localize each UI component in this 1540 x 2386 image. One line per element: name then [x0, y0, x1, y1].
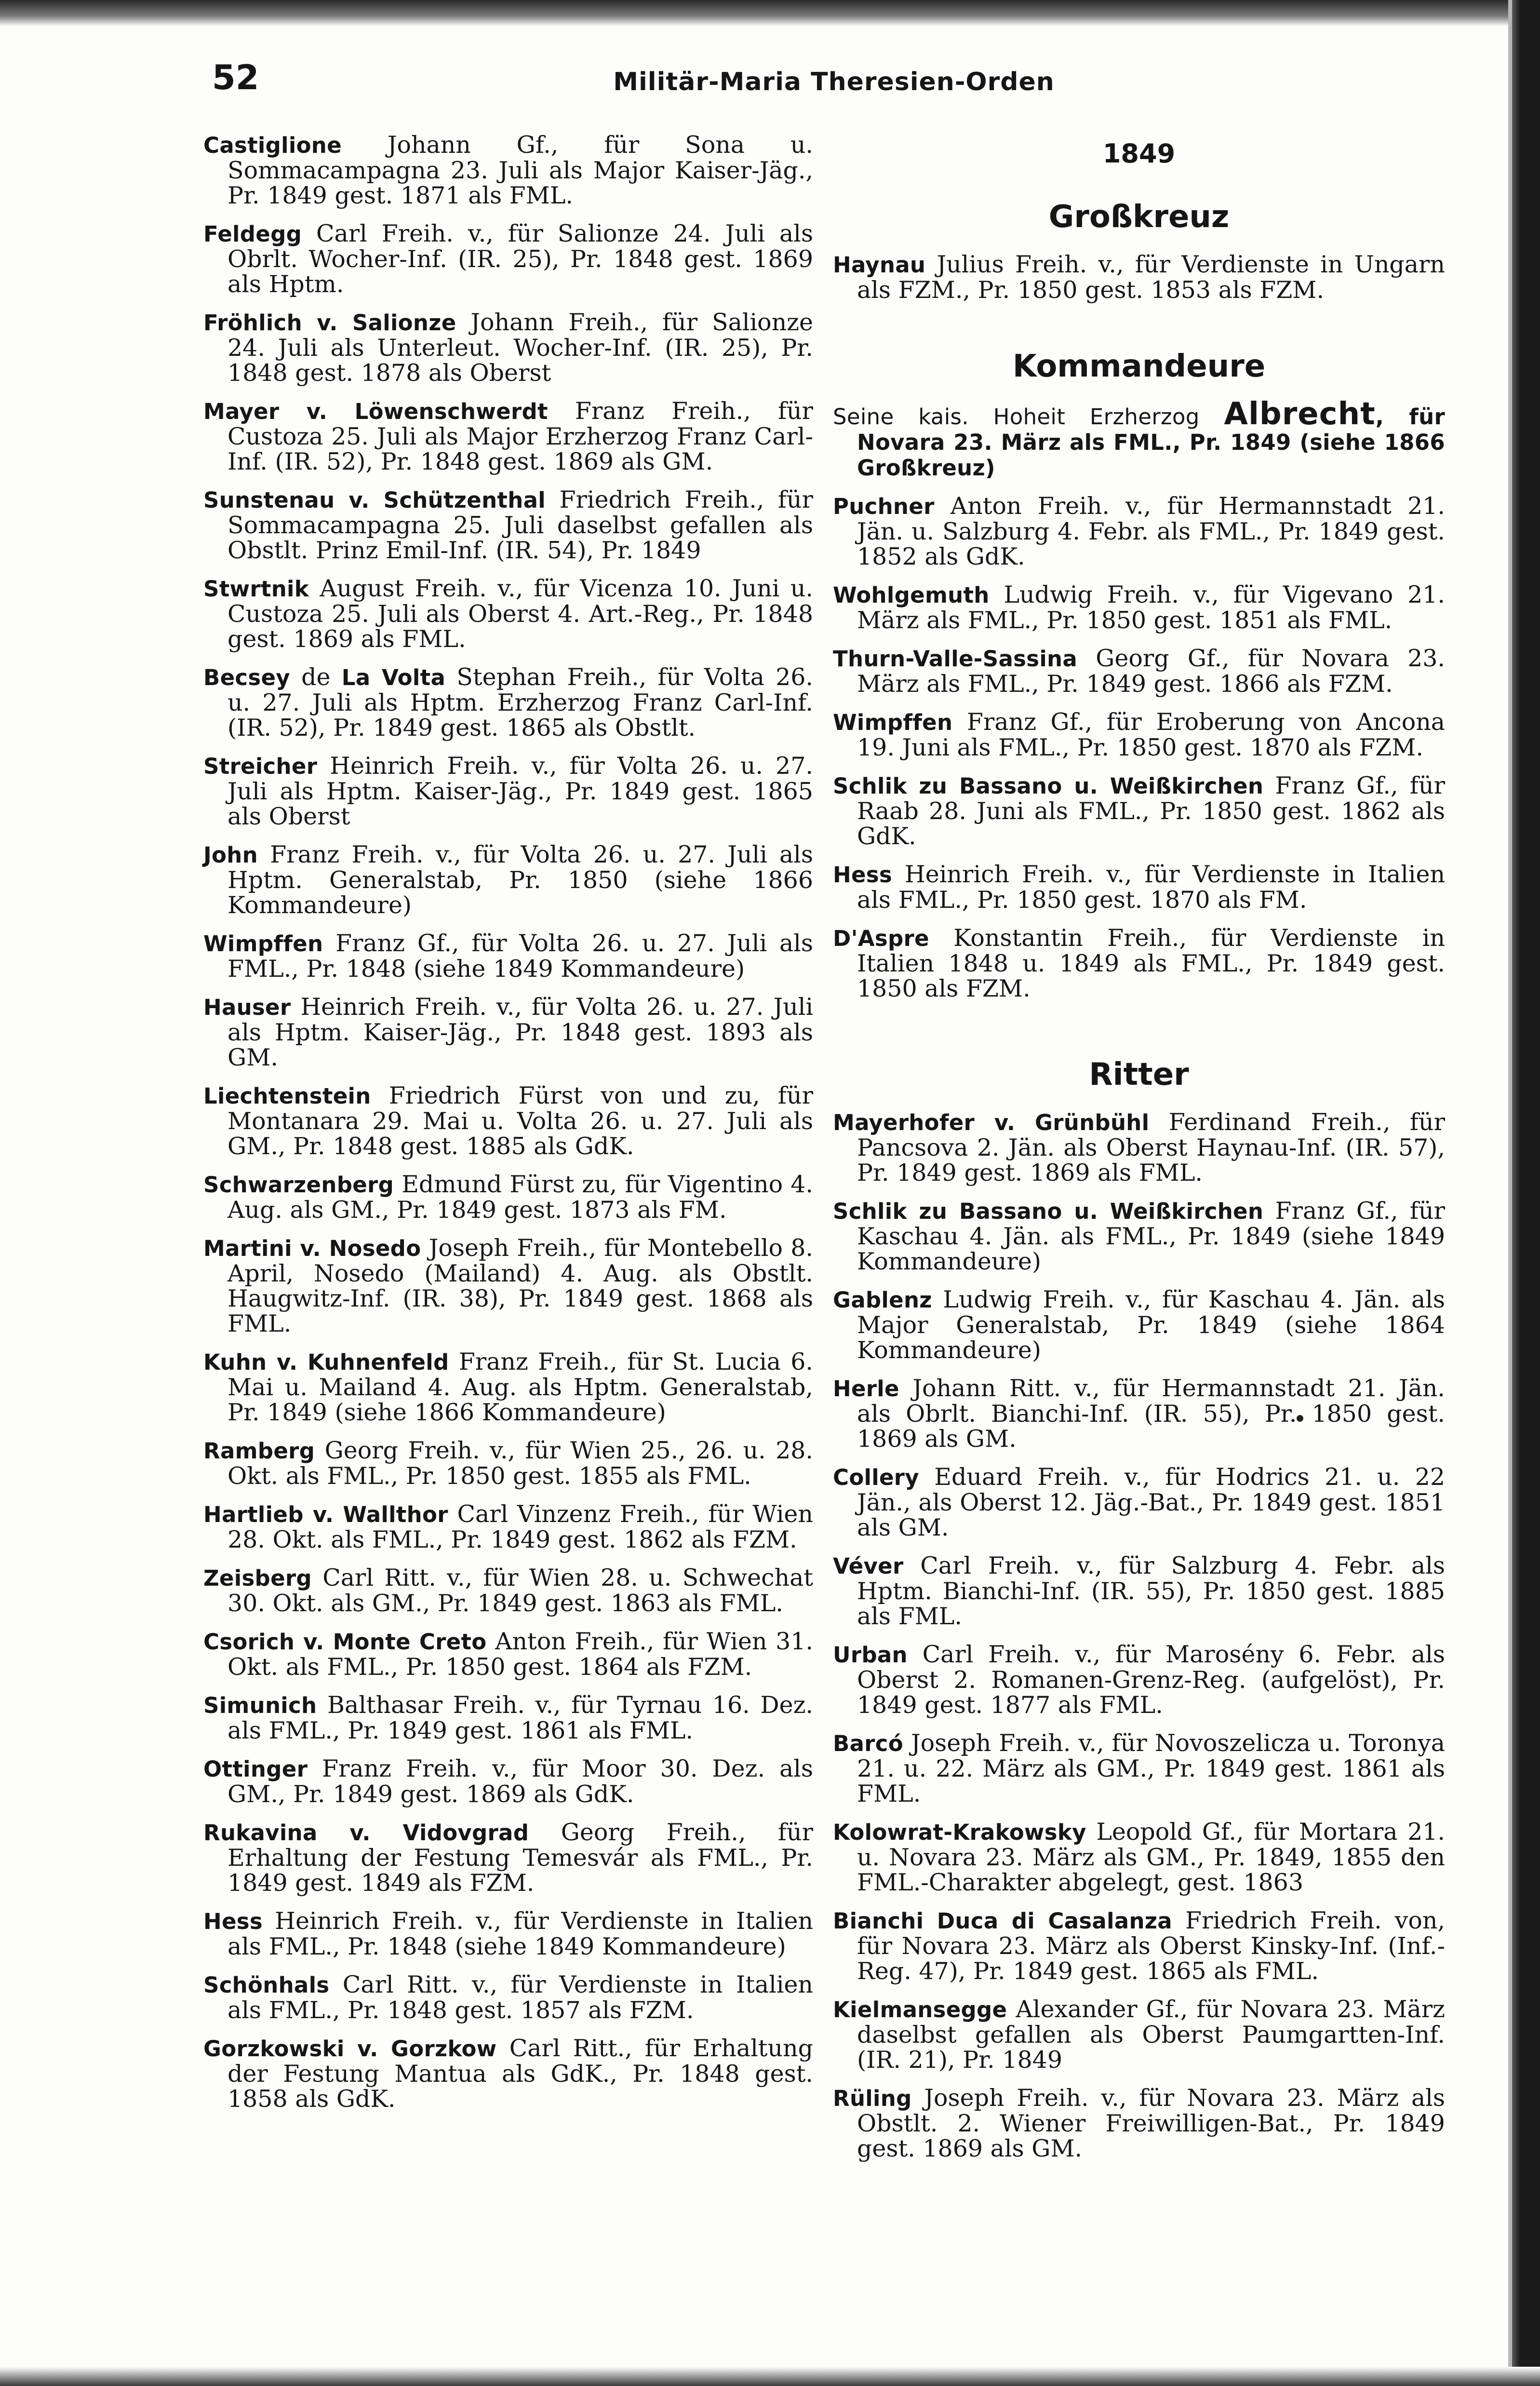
scan-edge-bottom [0, 2367, 1540, 2386]
entry-text: Heinrich Freih. v., für Volta 26. u. 27. Juli als Hptm. Kaiser-Jäg., Pr. 1848 gest. 1893 als GM. [228, 993, 813, 1071]
entry [833, 926, 1445, 1001]
entry [203, 931, 813, 982]
entry-text: Konstantin Freih., für Verdienste in Italien 1848 u. 1849 als FML., Pr. 1849 gest. 1850 als FZM. [857, 924, 1445, 1002]
entry-text: Carl Freih. v., für Marosény 6. Febr. als Oberst 2. Romanen-Grenz-Reg. (aufgelöst), Pr. 1849 gest. 1877 als FML. [857, 1641, 1445, 1719]
entry-text: Friedrich Freih., für Sommacampagna 25. Juli daselbst gefallen als Obstlt. Prinz Emil-Inf. (IR. 54), Pr. 1849 [228, 486, 813, 564]
entry [833, 1553, 1445, 1629]
entry-text: , für Novara 23. März als FML., Pr. 1849 (siehe 1866 Großkreuz) [857, 404, 1445, 481]
entry [203, 1972, 813, 2023]
year-heading: 1849 [1102, 138, 1176, 169]
entry-name: Urban [833, 1642, 908, 1668]
entry-text: Friedrich Freih. von, für Novara 23. März als Oberst Kinsky-Inf. (Inf.-Reg. 47), Pr. 1849 gest. 1865 als FML. [857, 1907, 1445, 1985]
entry-name: Hess [833, 862, 892, 888]
entry [203, 1909, 813, 1959]
entry [203, 2036, 813, 2112]
entry [203, 221, 813, 297]
entry-text: Franz Freih. v., für Volta 26. u. 27. Juli als Hptm. Generalstab, Pr. 1850 (siehe 1866 Kommandeure) [228, 841, 813, 919]
entry-prefix: Seine kais. Hoheit Erzherzog [833, 404, 1224, 430]
entry [833, 1731, 1445, 1806]
entry [833, 1199, 1445, 1274]
entry [203, 1236, 813, 1336]
entry [833, 1287, 1445, 1363]
entry [203, 665, 813, 741]
entry-text: Eduard Freih. v., für Hodrics 21. u. 22 Jän., als Oberst 12. Jäg.-Bat., Pr. 1849 gest. 1851 als GM. [857, 1463, 1445, 1541]
entry [833, 1820, 1445, 1895]
section-heading-ritter: Ritter [1089, 1057, 1189, 1092]
entry-text: Carl Ritt. v., für Wien 28. u. Schwechat 30. Okt. als GM., Pr. 1849 gest. 1863 als FML. [228, 1564, 813, 1617]
entry [203, 842, 813, 918]
entry-name: Mayerhofer v. Grünbühl [833, 1110, 1150, 1135]
entry-name: Thurn-Valle-Sassina [833, 646, 1078, 672]
entry [833, 710, 1445, 760]
entry-text: Friedrich Fürst von und zu, für Montanara 29. Mai u. Volta 26. u. 27. Juli als GM., Pr. 1848 gest. 1885 als GdK. [228, 1082, 813, 1160]
entry-name: Castiglione [203, 133, 342, 158]
entry [833, 2086, 1445, 2161]
entry-name: Haynau [833, 252, 926, 278]
entry [203, 995, 813, 1070]
entry-name: D'Aspre [833, 926, 929, 951]
entry-text: Joseph Freih., für Montebello 8. April, Nosedo (Mailand) 4. Aug. als Obstlt. Haugwitz-Inf. (IR. 38), Pr. 1849 gest. 1868 als FML. [228, 1234, 814, 1337]
entry [833, 646, 1445, 697]
entry-text: Heinrich Freih. v., für Verdienste in Italien als FML., Pr. 1850 gest. 1870 als FM. [857, 861, 1445, 914]
entry-name: Schlik zu Bassano u. Weißkirchen [833, 773, 1264, 799]
entry-name: Gorzkowski v. Gorzkow [203, 2036, 497, 2062]
entry-name: Schwarzenberg [203, 1172, 394, 1198]
entry-name: Wimpffen [833, 710, 953, 735]
entry-name: Véver [833, 1553, 904, 1579]
entry-name: Fröhlich v. Salionze [203, 310, 456, 336]
entry-text: Anton Freih., für Wien 31. Okt. als FML., Pr. 1850 gest. 1864 als FZM. [228, 1628, 813, 1681]
entry-text: de [290, 663, 342, 691]
entry-name: Streicher [203, 754, 318, 779]
scan-edge-right-shadow [1508, 0, 1512, 2386]
entry-text: Carl Freih. v., für Salzburg 4. Febr. als Hptm. Bianchi-Inf. (IR. 55), Pr. 1850 gest. 1885 als FML. [857, 1552, 1445, 1630]
running-head: Militär-Maria Theresien-Orden [613, 67, 1055, 96]
entry [203, 310, 813, 386]
entry-text: Carl Ritt., für Erhaltung der Festung Mantua als GdK., Pr. 1848 gest. 1858 als GdK. [228, 2035, 813, 2113]
entry-name: Simunich [203, 1693, 317, 1718]
entry [833, 1465, 1445, 1540]
section-spacer [833, 1014, 1445, 1058]
entry-name: Collery [833, 1465, 919, 1490]
entry-text: Joseph Freih. v., für Novara 23. März als Obstlt. 2. Wiener Freiwilligen-Bat., Pr. 1849 gest. 1869 als GM. [857, 2084, 1445, 2162]
entry-name: Barcó [833, 1731, 903, 1756]
entry-name: Feldegg [203, 221, 302, 247]
entry-name: Mayer v. Löwenschwerdt [203, 399, 548, 424]
entry-name: Kuhn v. Kuhnenfeld [203, 1349, 449, 1375]
entry-name: Zeisberg [203, 1565, 312, 1591]
entry-text: Heinrich Freih. v., für Verdienste in Italien als FML., Pr. 1848 (siehe 1849 Kommandeure) [228, 1907, 813, 1960]
entry [833, 396, 1445, 481]
entry [203, 1820, 813, 1896]
entry-name: Stwrtnik [203, 576, 309, 602]
entry-name: Rukavina v. Vidovgrad [203, 1820, 529, 1846]
entry-text: Balthasar Freih. v., für Tyrnau 16. Dez. als FML., Pr. 1849 gest. 1861 als FML. [228, 1691, 813, 1744]
left-column [203, 133, 813, 2125]
entry [833, 582, 1445, 633]
entry [203, 1756, 813, 1807]
scan-edge-top [0, 0, 1540, 27]
entry-name: Herle [833, 1376, 899, 1402]
entry-name: Schönhals [203, 1972, 330, 1998]
entry-text: Franz Gf., für Eroberung von Ancona 19. Juni als FML., Pr. 1850 gest. 1870 als FZM. [857, 708, 1445, 761]
entry-text: Johann Gf., für Sona u. Sommacampagna 23. Juli als Major Kaiser-Jäg., Pr. 1849 gest. 1871 als FML. [228, 131, 813, 209]
entry [203, 576, 813, 652]
entry-text: Johann Ritt. v., für Hermannstadt 21. Jän. als Obrlt. Bianchi-Inf. (IR. 55), Pr. 1850 gest. 1869 als GM. [857, 1375, 1445, 1453]
entry-text: Franz Freih., für Custoza 25. Juli als Major Erzherzog Franz Carl-Inf. (IR. 52), Pr. 1848 gest. 1869 als GM. [228, 397, 813, 475]
entry [833, 1110, 1445, 1186]
entry [833, 1642, 1445, 1718]
entry-text: Carl Vinzenz Freih., für Wien 28. Okt. als FML., Pr. 1849 gest. 1862 als FZM. [228, 1500, 813, 1553]
entry-name: Becsey [203, 665, 290, 690]
entry-name: Martini v. Nosedo [203, 1236, 421, 1261]
entry-name: Gablenz [833, 1287, 932, 1313]
entry [203, 1172, 813, 1223]
entry-name: Wimpffen [203, 931, 323, 957]
entry [833, 862, 1445, 913]
entry-text: Carl Freih. v., für Salionze 24. Juli als Obrlt. Wocher-Inf. (IR. 25), Pr. 1848 gest. 1869 als Hptm. [228, 220, 813, 298]
entry-name: John [203, 842, 258, 868]
entry-text: August Freih. v., für Vicenza 10. Juni u. Custoza 25. Juli als Oberst 4. Art.-Reg., Pr. 1848 gest. 1869 als FML. [228, 575, 813, 653]
entry-name: Wohlgemuth [833, 582, 990, 608]
entry [833, 1908, 1445, 1984]
entry-name: Hess [203, 1909, 263, 1934]
entry-name: Rüling [833, 2086, 912, 2111]
entry [203, 487, 813, 563]
entry-name: Schlik zu Bassano u. Weißkirchen [833, 1199, 1264, 1224]
entry [203, 1629, 813, 1680]
entry-text: Joseph Freih. v., für Novoszelicza u. Toronya 21. u. 22. März als GM., Pr. 1849 gest. 1861 als FML. [857, 1729, 1445, 1807]
entry-name: Hartlieb v. Wallthor [203, 1502, 448, 1527]
entry-text: Ludwig Freih. v., für Kaschau 4. Jän. als Major Generalstab, Pr. 1849 (siehe 1864 Kommandeure) [857, 1286, 1445, 1364]
entry [203, 1349, 813, 1425]
entry-text: Franz Gf., für Kaschau 4. Jän. als FML., Pr. 1849 (siehe 1849 Kommandeure) [857, 1197, 1445, 1275]
entry [833, 252, 1445, 303]
page-number: 52 [212, 58, 259, 97]
entry-text: Franz Freih. v., für Moor 30. Dez. als GM., Pr. 1849 gest. 1869 als GdK. [228, 1755, 813, 1808]
entry-text: Julius Freih. v., für Verdienste in Ungarn als FZM., Pr. 1850 gest. 1853 als FZM. [857, 251, 1445, 304]
scan-edge-right [1512, 0, 1540, 2386]
entry [203, 399, 813, 474]
entry-text: Anton Freih. v., für Hermannstadt 21. Jän. u. Salzburg 4. Febr. als FML., Pr. 1849 gest. 1852 als GdK. [857, 492, 1445, 570]
entry [203, 1502, 813, 1552]
entry [203, 1083, 813, 1159]
entry [203, 1438, 813, 1489]
entry-name: Kielmansegge [833, 1997, 1007, 2022]
entry-text: Stephan Freih., für Volta 26. u. 27. Juli als Hptm. Erzherzog Franz Carl-Inf. (IR. 52), Pr. 1849 gest. 1865 als Obstlt. [228, 663, 813, 741]
entry [203, 754, 813, 829]
entry-text: Johann Freih., für Salionze 24. Juli als Unterleut. Wocher-Inf. (IR. 25), Pr. 1848 gest. 1878 als Oberst [228, 309, 813, 387]
entry-name: Bianchi Duca di Casalanza [833, 1908, 1172, 1934]
entry [203, 1693, 813, 1743]
entry-text: Alexander Gf., für Novara 23. März daselbst gefallen als Oberst Paumgartten-Inf. (IR. 21), Pr. 1849 [857, 1995, 1445, 2074]
entry-name: Csorich v. Monte Creto [203, 1629, 487, 1655]
entry [833, 494, 1445, 569]
entry-text: Franz Gf., für Volta 26. u. 27. Juli als FML., Pr. 1848 (siehe 1849 Kommandeure) [228, 930, 813, 983]
section-heading-kommandeure: Kommandeure [1012, 349, 1266, 384]
section-spacer [833, 316, 1445, 350]
entry-text: Ferdinand Freih., für Pancsova 2. Jän. als Oberst Haynau-Inf. (IR. 57), Pr. 1849 gest. 1869 als FML. [857, 1108, 1445, 1186]
entry-text: Leopold Gf., für Mortara 21. u. Novara 23. März als GM., Pr. 1849, 1855 den FML.-Charakter abgelegt, gest. 1863 [857, 1818, 1445, 1896]
entry [833, 1376, 1445, 1452]
entry-name: Puchner [833, 494, 935, 519]
entry-text: Georg Freih. v., für Wien 25., 26. u. 28. Okt. als FML., Pr. 1850 gest. 1855 als FML. [228, 1437, 813, 1490]
entry-text: Heinrich Freih. v., für Volta 26. u. 27. Juli als Hptm. Kaiser-Jäg., Pr. 1849 gest. 1865 als Oberst [228, 752, 813, 830]
entry-name: Ottinger [203, 1756, 308, 1782]
entry-name-secondary: La Volta [341, 665, 446, 690]
entry-text: Franz Gf., für Raab 28. Juni als FML., Pr. 1850 gest. 1862 als GdK. [857, 772, 1445, 850]
entry-name: Hauser [203, 995, 291, 1020]
entry-text: Ludwig Freih. v., für Vigevano 21. März als FML., Pr. 1850 gest. 1851 als FML. [857, 581, 1445, 634]
entry [203, 1565, 813, 1616]
entry [833, 773, 1445, 849]
right-column [833, 133, 1445, 2174]
entry-name: Liechtenstein [203, 1083, 371, 1109]
entry-name: Sunstenau v. Schützenthal [203, 487, 546, 513]
entry-name: Albrecht [1224, 396, 1376, 432]
entry [833, 1997, 1445, 2073]
entry-text: Georg Gf., für Novara 23. März als FML., Pr. 1849 gest. 1866 als FZM. [857, 645, 1445, 698]
entry-name: Ramberg [203, 1438, 315, 1464]
entry-text: Carl Ritt. v., für Verdienste in Italien als FML., Pr. 1848 gest. 1857 als FZM. [228, 1971, 813, 2024]
entry [203, 133, 813, 208]
section-heading-grosskreuz: Großkreuz [1048, 199, 1230, 235]
entry-text: Franz Freih., für St. Lucia 6. Mai u. Mailand 4. Aug. als Hptm. Generalstab, Pr. 1849 (siehe 1866 Kommandeure) [228, 1348, 813, 1426]
entry-text: Georg Freih., für Erhaltung der Festung Temesvár als FML., Pr. 1849 gest. 1849 als FZM. [228, 1819, 814, 1897]
entry-text: Edmund Fürst zu, für Vigentino 4. Aug. als GM., Pr. 1849 gest. 1873 als FM. [228, 1171, 813, 1224]
entry-name: Kolowrat-Krakowsky [833, 1820, 1086, 1845]
